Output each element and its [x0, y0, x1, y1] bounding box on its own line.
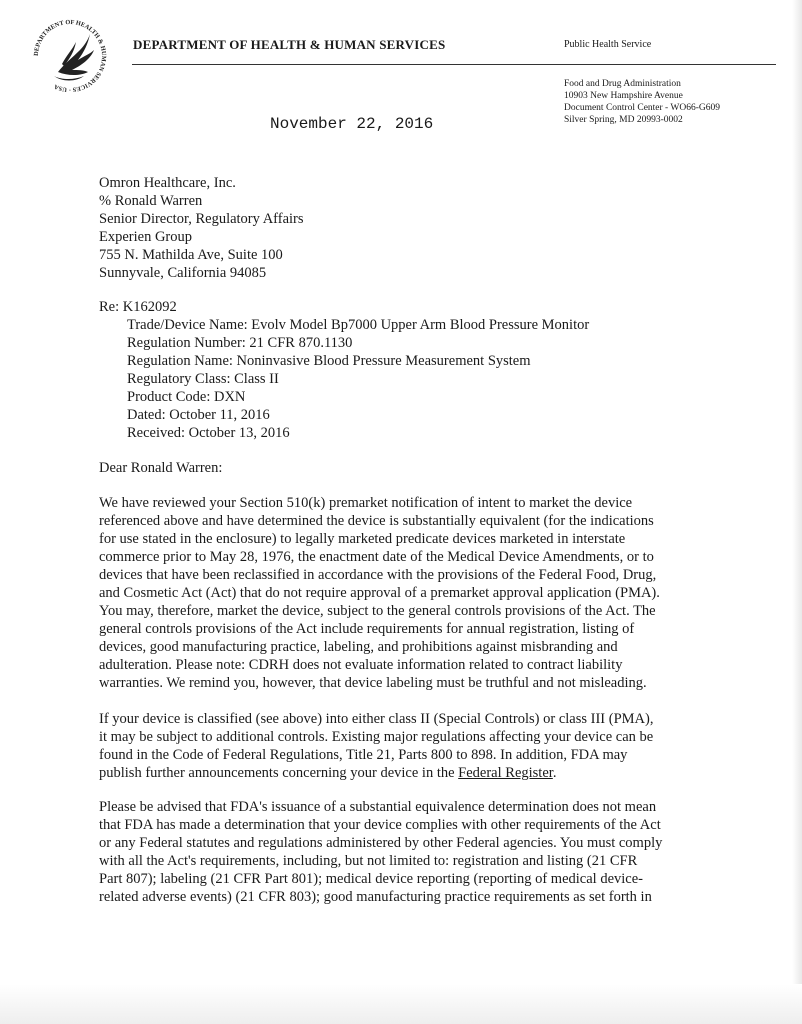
paragraph-line: or any Federal statutes and regulations administered by other Federal agencies. You must comply [99, 835, 663, 851]
page-edge-shadow [792, 0, 802, 1024]
paragraph-additional-controls [99, 710, 739, 782]
recipient-line: 755 N. Mathilda Ave, Suite 100 [99, 247, 283, 263]
paragraph-line: warranties. We remind you, however, that device labeling must be truthful and not misleading. [99, 675, 647, 691]
address-line: Food and Drug Administration [564, 79, 681, 89]
seal-ring-text: DEPARTMENT OF HEALTH & HUMAN SERVICES · USA [32, 18, 108, 94]
paragraph-line: devices, good manufacturing practice, labeling, and prohibitions against misbranding and [99, 639, 618, 655]
paragraph-line: found in the Code of Federal Regulations, Title 21, Parts 800 to 898. In addition, FDA may [99, 747, 628, 763]
paragraph-line: referenced above and have determined the device is substantially equivalent (for the indications [99, 513, 654, 529]
paragraph-line: You may, therefore, market the device, subject to the general controls provisions of the Act. The [99, 603, 656, 619]
reference-line: Trade/Device Name: Evolv Model Bp7000 Upper Arm Blood Pressure Monitor [127, 317, 590, 333]
paragraph-line: related adverse events) (21 CFR 803); good manufacturing practice requirements as set forth in [99, 889, 652, 905]
agency-name: Public Health Service [564, 39, 652, 50]
recipient-line: Experien Group [99, 229, 193, 245]
paragraph-line: and Cosmetic Act (Act) that do not require approval of a premarket approval application (PMA). [99, 585, 660, 601]
reference-line: Dated: October 11, 2016 [127, 407, 270, 423]
paragraph-substantial-equivalence [99, 494, 739, 692]
paragraph-line: devices that have been reclassified in accordance with the provisions of the Federal Food, Drug, [99, 567, 657, 583]
address-line: Document Control Center - WO66-G609 [564, 103, 721, 113]
hhs-seal-icon [28, 14, 112, 98]
letterhead-divider [132, 64, 776, 65]
salutation: Dear Ronald Warren: [99, 460, 223, 476]
paragraph-line: We have reviewed your Section 510(k) premarket notification of intent to market the device [99, 495, 633, 511]
recipient-line: % Ronald Warren [99, 193, 203, 209]
recipient-line: Omron Healthcare, Inc. [99, 175, 236, 191]
paragraph-line: it may be subject to additional controls. Existing major regulations affecting your device can be [99, 729, 654, 745]
paragraph-line: adulteration. Please note: CDRH does not evaluate information related to contract liability [99, 657, 623, 673]
reference-number: Re: K162092 [99, 299, 177, 315]
recipient-block [99, 174, 304, 282]
address-line: Silver Spring, MD 20993-0002 [564, 115, 683, 125]
page-bottom-shadow [0, 984, 802, 1024]
reference-line: Product Code: DXN [127, 389, 246, 405]
recipient-line: Sunnyvale, California 94085 [99, 265, 267, 281]
paragraph-line: general controls provisions of the Act include requirements for annual registration, listing of [99, 621, 635, 637]
paragraph-line: Please be advised that FDA's issuance of a substantial equivalence determination does not mean [99, 799, 657, 815]
reference-block [99, 298, 589, 442]
department-name: DEPARTMENT OF HEALTH & HUMAN SERVICES [133, 37, 446, 52]
line-text: . [552, 765, 557, 781]
letter-date: November 22, 2016 [270, 115, 434, 133]
paragraph-line [99, 764, 739, 782]
reference-line: Regulation Name: Noninvasive Blood Pressure Measurement System [127, 353, 531, 369]
paragraph-line: with all the Act's requirements, including, but not limited to: registration and listing (21 CFR [99, 853, 638, 869]
address-line: 10903 New Hampshire Avenue [564, 91, 683, 101]
reference-line: Regulation Number: 21 CFR 870.1130 [127, 335, 353, 351]
reference-line: Regulatory Class: Class II [127, 371, 279, 387]
paragraph-line: that FDA has made a determination that your device complies with other requirements of the Act [99, 817, 661, 833]
paragraph-line: If your device is classified (see above) into either class II (Special Controls) or class III (PMA), [99, 711, 654, 727]
reference-line: Received: October 13, 2016 [127, 425, 290, 441]
paragraph-line: for use stated in the enclosure) to legally marketed predicate devices marketed in interstate [99, 531, 626, 547]
federal-register-link[interactable]: Federal Register [458, 765, 553, 781]
fda-address [564, 78, 720, 126]
paragraph-line: Part 807); labeling (21 CFR Part 801); medical device reporting (reporting of medical device- [99, 871, 643, 887]
paragraph-compliance [99, 798, 739, 906]
paragraph-line: commerce prior to May 28, 1976, the enactment date of the Medical Device Amendments, or to [99, 549, 654, 565]
recipient-line: Senior Director, Regulatory Affairs [99, 211, 304, 227]
line-text: publish further announcements concerning your device in the [99, 765, 459, 781]
